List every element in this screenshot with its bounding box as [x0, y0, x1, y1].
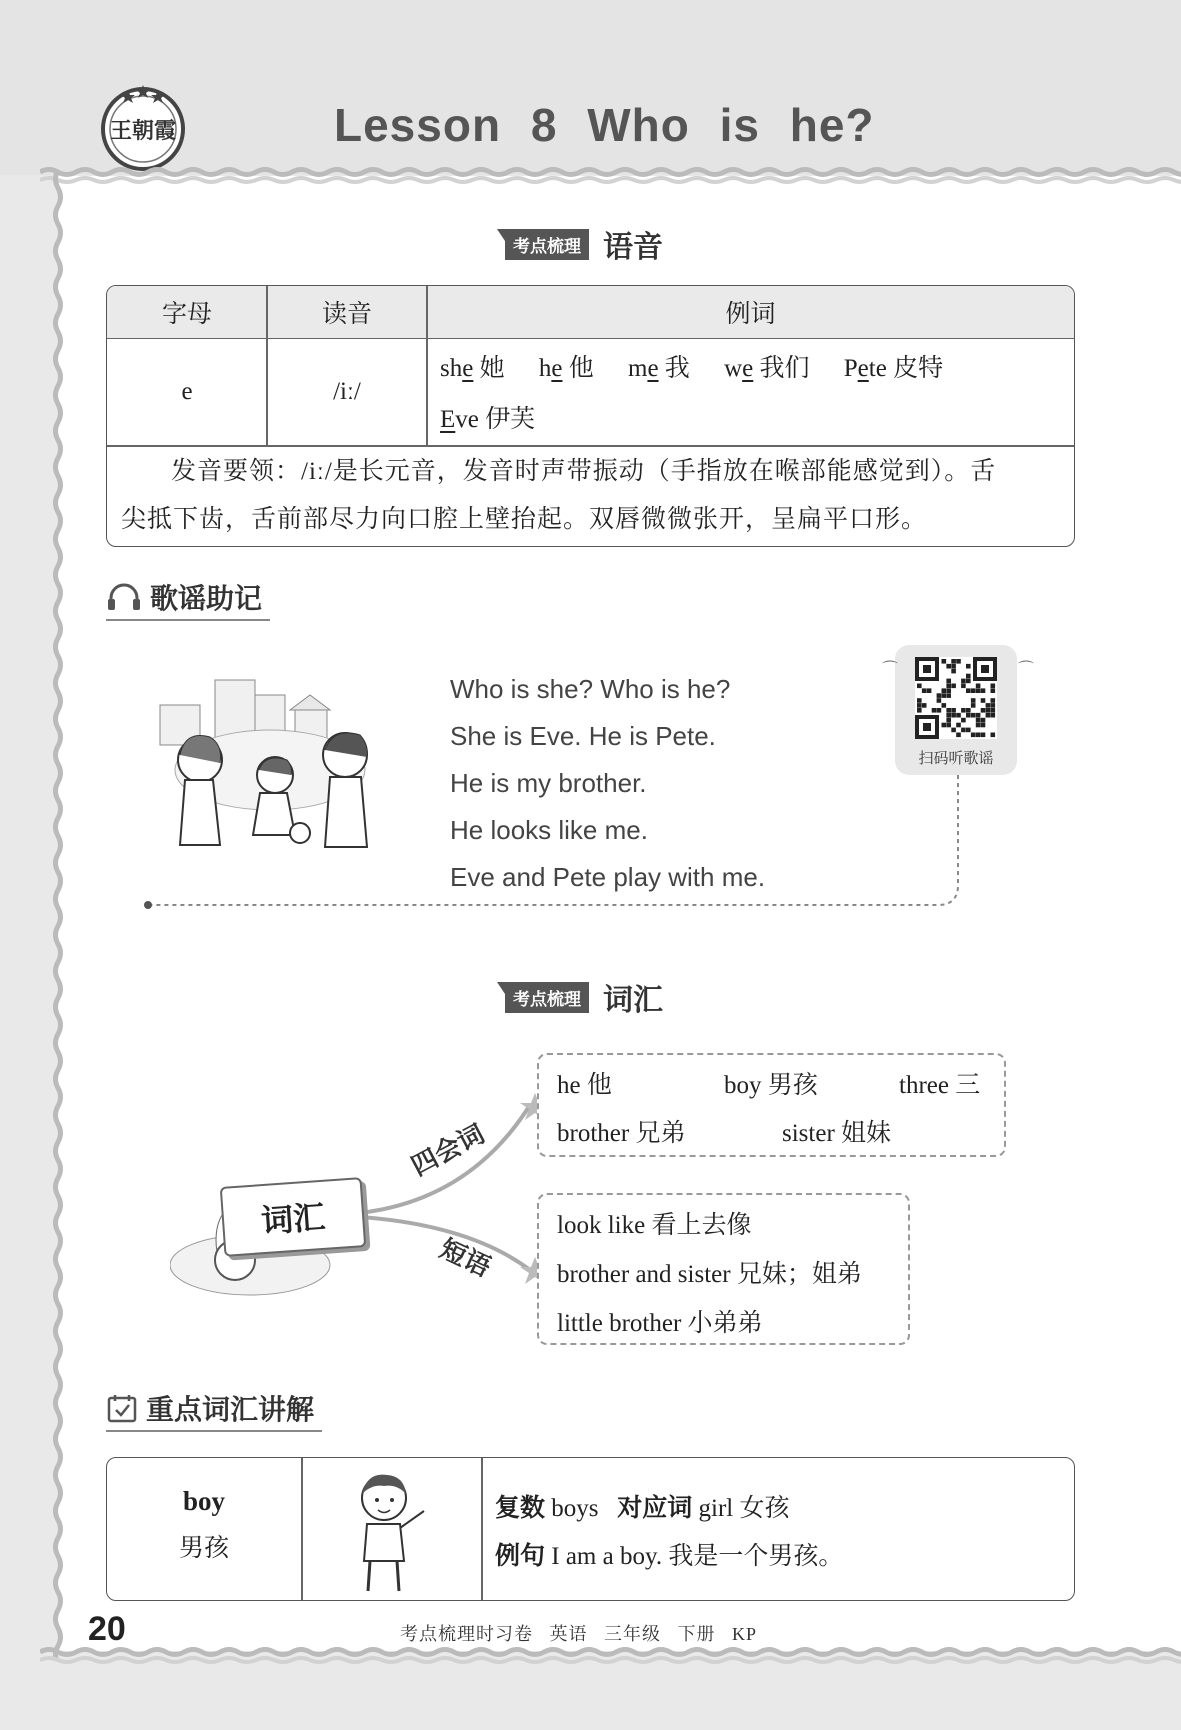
key-vocab-title: 重点词汇讲解 — [146, 1393, 315, 1426]
lyric-line: Who is she? Who is he? — [450, 674, 731, 704]
section-head-vocab — [505, 975, 663, 1019]
song-dotted-connector — [140, 775, 970, 910]
song-section-title: 歌谣助记 — [150, 582, 263, 615]
qr-label: 扫码听歌谣 — [918, 749, 994, 767]
qr-hook-icon: ⌒ — [1018, 659, 1035, 678]
lyric-line: Eve and Pete play with me. — [450, 862, 766, 892]
section-title: 词汇 — [603, 983, 663, 1018]
lesson-title: Lesson 8 Who is he? — [334, 99, 875, 151]
example-word: Pete 皮特 — [843, 355, 944, 382]
vocab-word: brother 兄弟 — [557, 1120, 686, 1147]
vocab-phrase: look like 看上去像 — [557, 1212, 752, 1239]
header-examples: 例词 — [427, 286, 1074, 339]
plural-line: 复数 boys 对应词 girl 女孩 — [495, 1494, 790, 1522]
example-word: she 她 — [440, 355, 505, 382]
qr-hook-icon: ⌒ — [882, 659, 899, 678]
key-word-cn: 男孩 — [178, 1535, 229, 1562]
wave-border-top — [40, 160, 1181, 190]
vocab-word: he 他 — [557, 1072, 612, 1099]
svg-text:王朝霞: 王朝霞 — [109, 118, 177, 144]
key-vocab-table — [106, 1457, 1075, 1601]
section-title: 语音 — [603, 230, 663, 265]
example-word: me 我 — [627, 355, 690, 382]
vocab-word: sister 姐妹 — [782, 1120, 892, 1147]
phonics-table — [106, 285, 1075, 547]
example-word: we 我们 — [724, 355, 810, 382]
pronunciation-tip-line2: 尖抵下齿，舌前部尽力向口腔上壁抬起。双唇微微张开，呈扁平口形。 — [121, 506, 928, 533]
lyric-line: He is my brother. — [450, 768, 647, 798]
footer-text: 考点梳理时习卷 英语 三年级 下册 KP — [400, 1624, 758, 1644]
example-word: Eve 伊芙 — [440, 406, 536, 433]
header-sound: 读音 — [267, 286, 427, 339]
lyric-line: She is Eve. He is Pete. — [450, 721, 716, 751]
publisher-logo — [98, 82, 188, 172]
wave-border-left — [44, 170, 72, 1660]
vocab-word: boy 男孩 — [724, 1072, 818, 1099]
key-vocab-head — [106, 1388, 322, 1432]
vocab-word: three 三 — [899, 1072, 981, 1099]
vocab-phrase: little brother 小弟弟 — [557, 1310, 763, 1337]
calendar-check-icon — [106, 1393, 138, 1423]
divider — [301, 1458, 303, 1600]
four-skill-words-box — [537, 1053, 1006, 1157]
example-words-row1 — [440, 348, 971, 384]
phrases-box — [537, 1193, 910, 1345]
divider — [107, 445, 1074, 447]
branch-label-four-skill: 四会词 — [406, 1119, 490, 1183]
lyric-line: He looks like me. — [450, 815, 648, 845]
branch-label-phrases: 短语 — [435, 1234, 495, 1284]
headphones-icon — [106, 582, 142, 612]
header-letter: 字母 — [107, 286, 267, 339]
letter-cell: e — [181, 377, 193, 405]
key-word: boy — [182, 1486, 226, 1516]
section-tag: 考点梳理 — [505, 982, 589, 1013]
section-head-phonics — [505, 222, 663, 266]
divider — [481, 1458, 483, 1600]
vocab-phrase: brother and sister 兄妹；姐弟 — [557, 1261, 862, 1288]
pronunciation-tip-line1: 发音要领：/iː/是长元音，发音时声带振动（手指放在喉部能感觉到）。舌 — [171, 458, 997, 485]
section-tag: 考点梳理 — [505, 229, 589, 260]
boy-illustration — [342, 1466, 442, 1596]
song-section-head — [106, 577, 270, 621]
example-sentence-line: 例句 I am a boy. 我是一个男孩。 — [495, 1542, 844, 1570]
vocab-center-sign: 词汇 — [220, 1177, 367, 1257]
page-number: 20 — [88, 1610, 126, 1648]
sound-cell: /iː/ — [333, 377, 361, 405]
qr-card[interactable] — [895, 645, 1017, 775]
example-word: he 他 — [538, 355, 594, 382]
example-words-row2 — [440, 399, 563, 435]
qr-code-icon[interactable] — [915, 657, 997, 739]
